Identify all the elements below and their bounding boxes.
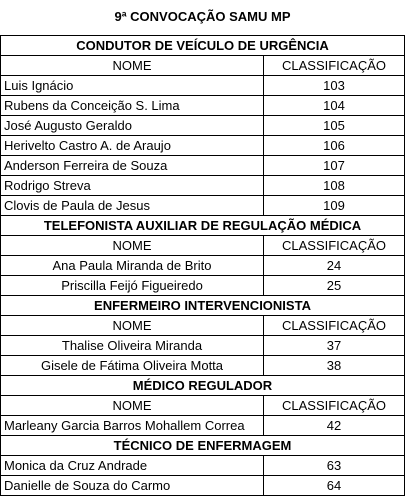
page-title: 9ª CONVOCAÇÃO SAMU MP bbox=[114, 9, 291, 24]
column-header-classification: CLASSIFICAÇÃO bbox=[264, 56, 405, 76]
candidate-name: Gisele de Fátima Oliveira Motta bbox=[1, 356, 264, 376]
section-header-row bbox=[1, 216, 405, 236]
candidate-name: Herivelto Castro A. de Araujo bbox=[1, 136, 264, 156]
table-row bbox=[1, 156, 405, 176]
table-row bbox=[1, 356, 405, 376]
candidate-name: Thalise Oliveira Miranda bbox=[1, 336, 264, 356]
candidate-classification: 38 bbox=[264, 356, 405, 376]
section-title: CONDUTOR DE VEÍCULO DE URGÊNCIA bbox=[1, 36, 405, 56]
section-header-row bbox=[1, 376, 405, 396]
candidate-classification: 107 bbox=[264, 156, 405, 176]
candidate-name: Marleany Garcia Barros Mohallem Correa bbox=[1, 416, 264, 436]
section-title: TÉCNICO DE ENFERMAGEM bbox=[1, 436, 405, 456]
convocation-table bbox=[0, 35, 405, 496]
section-title: MÉDICO REGULADOR bbox=[1, 376, 405, 396]
candidate-name: Anderson Ferreira de Souza bbox=[1, 156, 264, 176]
table-row bbox=[1, 116, 405, 136]
candidate-classification: 37 bbox=[264, 336, 405, 356]
candidate-classification: 106 bbox=[264, 136, 405, 156]
candidate-classification: 24 bbox=[264, 256, 405, 276]
table-row bbox=[1, 176, 405, 196]
table-row bbox=[1, 196, 405, 216]
candidate-classification: 63 bbox=[264, 456, 405, 476]
table-row bbox=[1, 276, 405, 296]
candidate-name: Ana Paula Miranda de Brito bbox=[1, 256, 264, 276]
section-header-row bbox=[1, 436, 405, 456]
table-row bbox=[1, 456, 405, 476]
column-header-name: NOME bbox=[1, 316, 264, 336]
column-header-row bbox=[1, 236, 405, 256]
candidate-name: Priscilla Feijó Figueiredo bbox=[1, 276, 264, 296]
table-row bbox=[1, 96, 405, 116]
table-row bbox=[1, 256, 405, 276]
candidate-name: Monica da Cruz Andrade bbox=[1, 456, 264, 476]
candidate-classification: 64 bbox=[264, 476, 405, 496]
candidate-name: Luis Ignácio bbox=[1, 76, 264, 96]
table-row bbox=[1, 336, 405, 356]
column-header-row bbox=[1, 396, 405, 416]
candidate-classification: 25 bbox=[264, 276, 405, 296]
column-header-classification: CLASSIFICAÇÃO bbox=[264, 396, 405, 416]
column-header-name: NOME bbox=[1, 56, 264, 76]
candidate-classification: 108 bbox=[264, 176, 405, 196]
section-header-row bbox=[1, 36, 405, 56]
candidate-name: Danielle de Souza do Carmo bbox=[1, 476, 264, 496]
candidate-classification: 105 bbox=[264, 116, 405, 136]
candidate-classification: 42 bbox=[264, 416, 405, 436]
column-header-classification: CLASSIFICAÇÃO bbox=[264, 236, 405, 256]
column-header-row bbox=[1, 316, 405, 336]
table-row bbox=[1, 76, 405, 96]
table-row bbox=[1, 476, 405, 496]
table-row bbox=[1, 416, 405, 436]
table-row bbox=[1, 136, 405, 156]
column-header-name: NOME bbox=[1, 236, 264, 256]
column-header-row bbox=[1, 56, 405, 76]
column-header-classification: CLASSIFICAÇÃO bbox=[264, 316, 405, 336]
candidate-name: Rubens da Conceição S. Lima bbox=[1, 96, 264, 116]
section-title: ENFERMEIRO INTERVENCIONISTA bbox=[1, 296, 405, 316]
candidate-name: Rodrigo Streva bbox=[1, 176, 264, 196]
candidate-name: José Augusto Geraldo bbox=[1, 116, 264, 136]
section-title: TELEFONISTA AUXILIAR DE REGULAÇÃO MÉDICA bbox=[1, 216, 405, 236]
candidate-classification: 104 bbox=[264, 96, 405, 116]
candidate-name: Clovis de Paula de Jesus bbox=[1, 196, 264, 216]
candidate-classification: 103 bbox=[264, 76, 405, 96]
section-header-row bbox=[1, 296, 405, 316]
candidate-classification: 109 bbox=[264, 196, 405, 216]
column-header-name: NOME bbox=[1, 396, 264, 416]
